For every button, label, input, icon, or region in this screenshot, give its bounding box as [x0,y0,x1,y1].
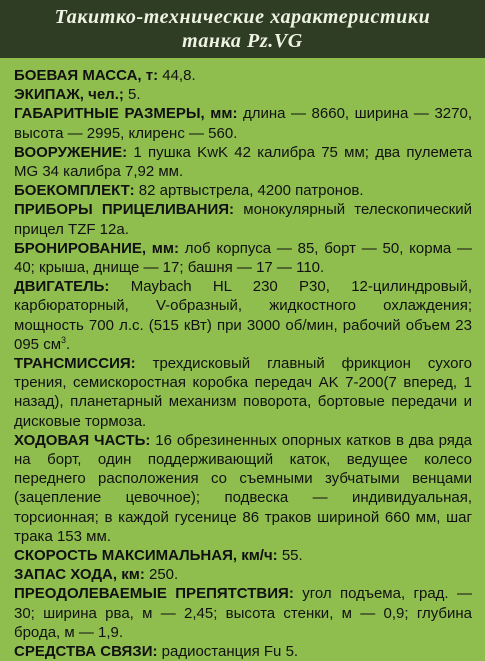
spec-armor [14,239,472,277]
spec-label: ЗАПАС ХОДА, км: [14,566,145,584]
spec-value: 1 пушка KwK 42 калибра 75 мм; два пулемета MG 34 калибра 7,92 мм. [14,143,472,181]
spec-label: ТРАНСМИССИЯ: [14,355,136,373]
spec-transmission [14,354,472,431]
spec-value: трехдисковый главный фрикцион сухого трения, семискоростная коробка передач AK 7-200(7 вперед, 1 назад), планетарный механизм поворота, бортовые передачи и дисковые тормоза. [14,355,472,430]
spec-range [14,565,472,584]
spec-value: монокулярный телескопический прицел TZF 12а. [14,201,472,238]
spec-combat-weight [14,66,472,85]
spec-label: ЭКИПАЖ, чел.; [14,86,124,104]
spec-label: СКОРОСТЬ МАКСИМАЛЬНАЯ, км/ч: [14,547,278,565]
spec-crew [14,85,472,104]
spec-obstacles [14,584,472,642]
spec-value: длина — 8660, ширина — 3270, высота — 2995, клиренс — 560. [14,105,472,142]
spec-list [14,66,472,661]
spec-running-gear [14,431,472,546]
spec-dimensions [14,104,472,142]
spec-value: лоб корпуса — 85, борт — 50, корма — 40; крыша, днище — 17; башня — 17 — 110. [14,239,472,277]
spec-max-speed [14,546,472,565]
title-line-1: Такитко-технические характеристики [54,6,431,28]
spec-value: 82 артвыстрела, 4200 патронов. [134,182,364,200]
spec-label: ПРЕОДОЛЕВАЕМЫЕ ПРЕПЯТСТВИЯ: [14,585,294,603]
spec-communications [14,642,472,661]
spec-label: СРЕДСТВА СВЯЗИ: [14,643,158,661]
spec-label: БРОНИРОВАНИЕ, мм: [14,239,179,257]
spec-label: ПРИБОРЫ ПРИЦЕЛИВАНИЯ: [14,201,235,219]
spec-value: 44,8. [158,67,196,84]
spec-value: 5. [123,86,141,104]
spec-ammunition [14,181,472,200]
spec-label: ВООРУЖЕНИЕ: [14,143,128,161]
spec-label: ХОДОВАЯ ЧАСТЬ: [14,431,151,449]
spec-value: 55. [277,547,303,565]
spec-label: ДВИГАТЕЛЬ: [14,278,110,296]
spec-label: ГАБАРИТНЫЕ РАЗМЕРЫ, мм: [14,105,238,123]
spec-value: 16 обрезиненных опорных катков в два ряда на борт, один поддерживающий каток, ведущее колесо переднего расположения со съемными зубчатыми венцами (зацепление цевочное); подвеска — индивидуальная, торсионная; в каждой гусенице 86 траков шириной 660 мм, шаг трака 153 мм. [14,431,472,545]
spec-value: Maybach HL 230 Р30, 12-цилиндровый, карбюраторный, V-образный, жидкостного охлаждения; мощность 700 л.с. (515 кВт) при 3000 об/мин, рабочий объем 23 095 см [14,278,472,353]
spec-sights [14,200,472,238]
title-banner [0,0,485,58]
spec-engine [14,277,472,354]
spec-superscript: 3 [61,334,67,345]
spec-armament [14,143,472,181]
title-line-2: танка Pz.VG [182,30,303,52]
spec-label: БОЕКОМПЛЕКТ: [14,182,135,200]
spec-label: БОЕВАЯ МАССА, т: [14,67,159,84]
spec-value-tail: . [66,335,71,353]
spec-value: 250. [144,566,179,584]
spec-value: угол подъема, град. — 30; ширина рва, м — 2,45; высота стенки, м — 0,9; глубина брода, м — 1,9. [14,585,472,641]
spec-value: радиостанция Fu 5. [157,643,299,661]
